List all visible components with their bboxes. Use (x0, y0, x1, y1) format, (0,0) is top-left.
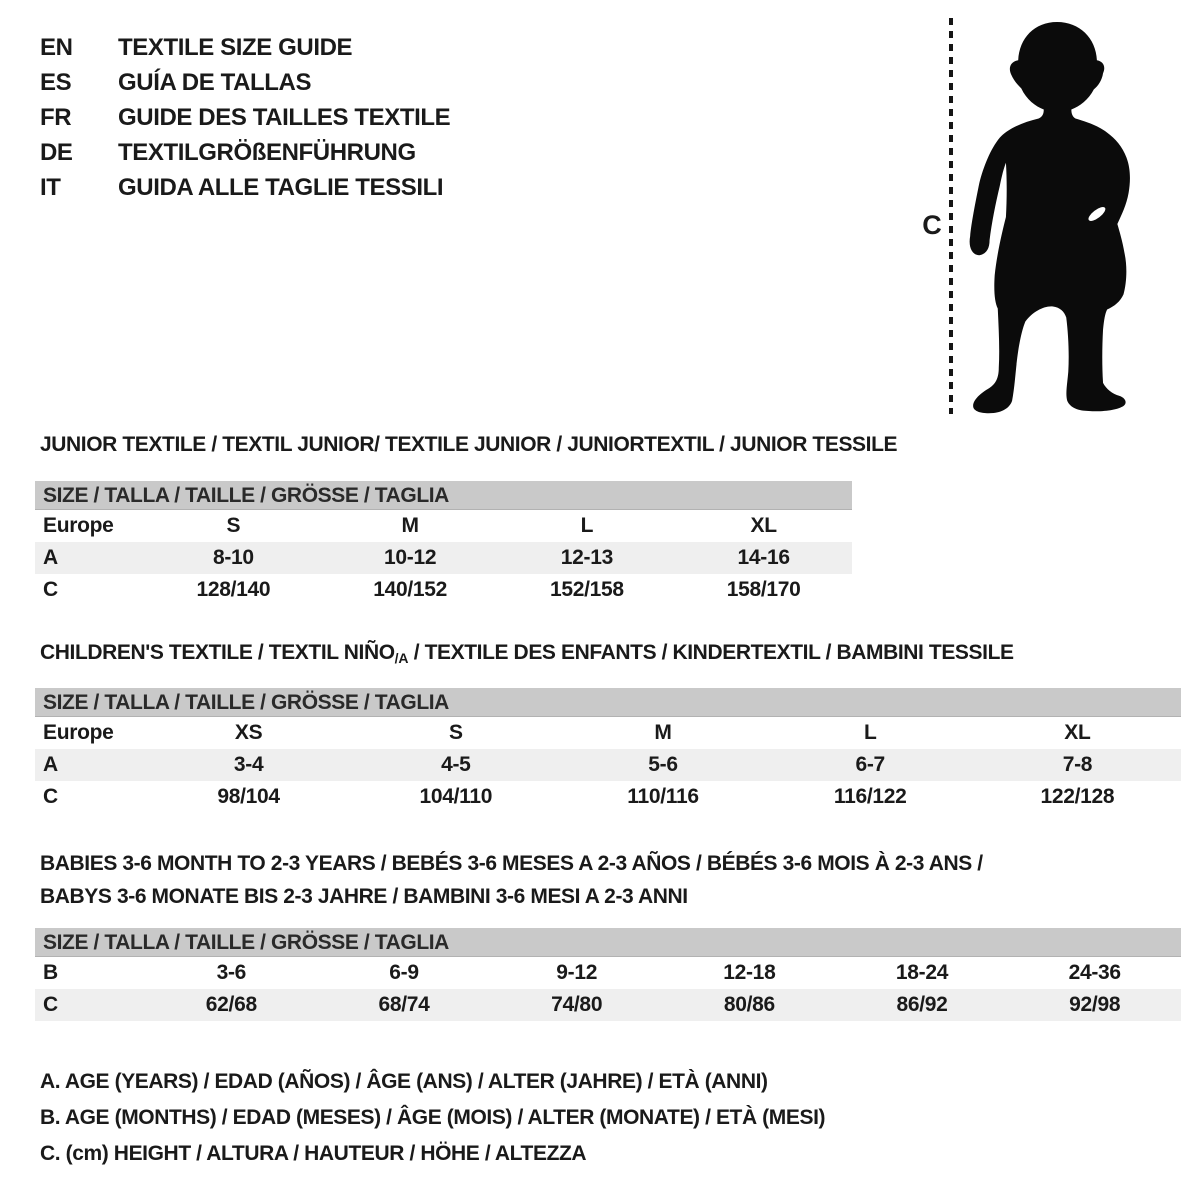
cell: 158/170 (726, 578, 801, 601)
row-label: C (43, 578, 58, 601)
height-measure-label: C (922, 210, 942, 240)
language-code: IT (40, 173, 61, 201)
row-label: A (43, 546, 58, 569)
language-code: EN (40, 33, 73, 61)
cell: 12-18 (723, 961, 776, 984)
language-title-list (40, 30, 450, 205)
section-title-children (40, 641, 1014, 666)
cell: 68/74 (378, 993, 430, 1016)
language-code: DE (40, 138, 73, 166)
cell: 10-12 (384, 546, 437, 569)
cell: 7-8 (1062, 753, 1093, 776)
table-row (35, 989, 1181, 1021)
cell: S (226, 514, 241, 537)
cell: 62/68 (205, 993, 257, 1016)
table-children (35, 688, 1181, 813)
row-label: A (43, 753, 58, 776)
table-row (35, 574, 852, 606)
cell: 128/140 (196, 578, 271, 601)
cell: L (580, 514, 594, 537)
language-row-it (40, 170, 450, 205)
cell: 4-5 (441, 753, 471, 776)
language-row-es (40, 65, 450, 100)
toddler-silhouette (963, 16, 1147, 418)
cell: 122/128 (1040, 785, 1115, 808)
cell: 5-6 (648, 753, 678, 776)
cell: 9-12 (556, 961, 598, 984)
babies-title-line1: BABIES 3-6 MONTH TO 2-3 YEARS / BEBÉS 3-6 MESES A 2-3 AÑOS / BÉBÉS 3-6 MOIS À 2-3 ANS / (40, 852, 983, 875)
cell: 14-16 (737, 546, 790, 569)
footnote-legend (40, 1064, 825, 1172)
cell: 8-10 (212, 546, 254, 569)
cell: M (654, 721, 672, 744)
table-row (35, 510, 852, 542)
language-title: GUIDE DES TAILLES TEXTILE (118, 103, 451, 131)
cell: 140/152 (373, 578, 448, 601)
cell: 12-13 (560, 546, 613, 569)
cell: M (401, 514, 419, 537)
title-text: CHILDREN'S TEXTILE / TEXTIL NIÑO (40, 641, 395, 664)
cell: 80/86 (723, 993, 775, 1016)
size-header-bar: SIZE / TALLA / TAILLE / GRÖSSE / TAGLIA (35, 928, 1181, 957)
cell: L (863, 721, 877, 744)
cell: 104/110 (419, 785, 493, 808)
footnote-a: A. AGE (YEARS) / EDAD (AÑOS) / ÂGE (ANS) / ALTER (JAHRE) / ETÀ (ANNI) (40, 1070, 768, 1093)
size-header-bar: SIZE / TALLA / TAILLE / GRÖSSE / TAGLIA (35, 688, 1181, 717)
language-row-fr (40, 100, 450, 135)
table-row (35, 542, 852, 574)
row-label: Europe (43, 721, 114, 744)
cell: 6-9 (389, 961, 419, 984)
table-junior (35, 481, 852, 606)
cell: XL (750, 514, 777, 537)
row-label: Europe (43, 514, 114, 537)
cell: 18-24 (895, 961, 949, 984)
row-label: C (43, 993, 58, 1016)
cell: 110/116 (627, 785, 699, 808)
table-row (35, 781, 1181, 813)
cell: 3-4 (233, 753, 264, 776)
language-row-en (40, 30, 450, 65)
babies-title-line2: BABYS 3-6 MONATE BIS 2-3 JAHRE / BAMBINI 3-6 MESI A 2-3 ANNI (40, 885, 688, 908)
row-label: C (43, 785, 58, 808)
section-title-babies (40, 847, 983, 913)
language-code: FR (40, 103, 72, 131)
footnote-c: C. (cm) HEIGHT / ALTURA / HAUTEUR / HÖHE / ALTEZZA (40, 1142, 587, 1165)
language-title: TEXTILE SIZE GUIDE (118, 33, 353, 61)
cell: 92/98 (1069, 993, 1121, 1016)
table-row (35, 749, 1181, 781)
section-title-junior: JUNIOR TEXTILE / TEXTIL JUNIOR/ TEXTILE JUNIOR / JUNIORTEXTIL / JUNIOR TESSILE (40, 433, 898, 456)
title-subscript: /A (394, 650, 409, 666)
footnote-b: B. AGE (MONTHS) / EDAD (MESES) / ÂGE (MOIS) / ALTER (MONATE) / ETÀ (MESI) (40, 1106, 826, 1129)
title-text: / TEXTILE DES ENFANTS / KINDERTEXTIL / BAMBINI TESSILE (408, 641, 1014, 664)
cell: 3-6 (216, 961, 247, 984)
cell: 86/92 (896, 993, 948, 1016)
language-title: GUÍA DE TALLAS (118, 68, 312, 96)
cell: 74/80 (551, 993, 603, 1016)
language-title: GUIDA ALLE TAGLIE TESSILI (118, 173, 444, 201)
row-label: B (43, 961, 58, 984)
size-header-bar: SIZE / TALLA / TAILLE / GRÖSSE / TAGLIA (35, 481, 852, 510)
cell: S (448, 721, 463, 744)
cell: 24-36 (1068, 961, 1121, 984)
language-code: ES (40, 68, 72, 96)
cell: XL (1064, 721, 1091, 744)
cell: 152/158 (549, 578, 624, 601)
cell: 116/122 (833, 785, 907, 808)
table-row (35, 957, 1181, 989)
cell: 6-7 (855, 753, 885, 776)
table-babies (35, 928, 1181, 1021)
language-title: TEXTILGRÖßENFÜHRUNG (118, 138, 416, 166)
cell: XS (234, 721, 263, 744)
language-row-de (40, 135, 450, 170)
cell: 98/104 (217, 785, 280, 808)
height-dashed-line (949, 18, 953, 414)
table-row (35, 717, 1181, 749)
